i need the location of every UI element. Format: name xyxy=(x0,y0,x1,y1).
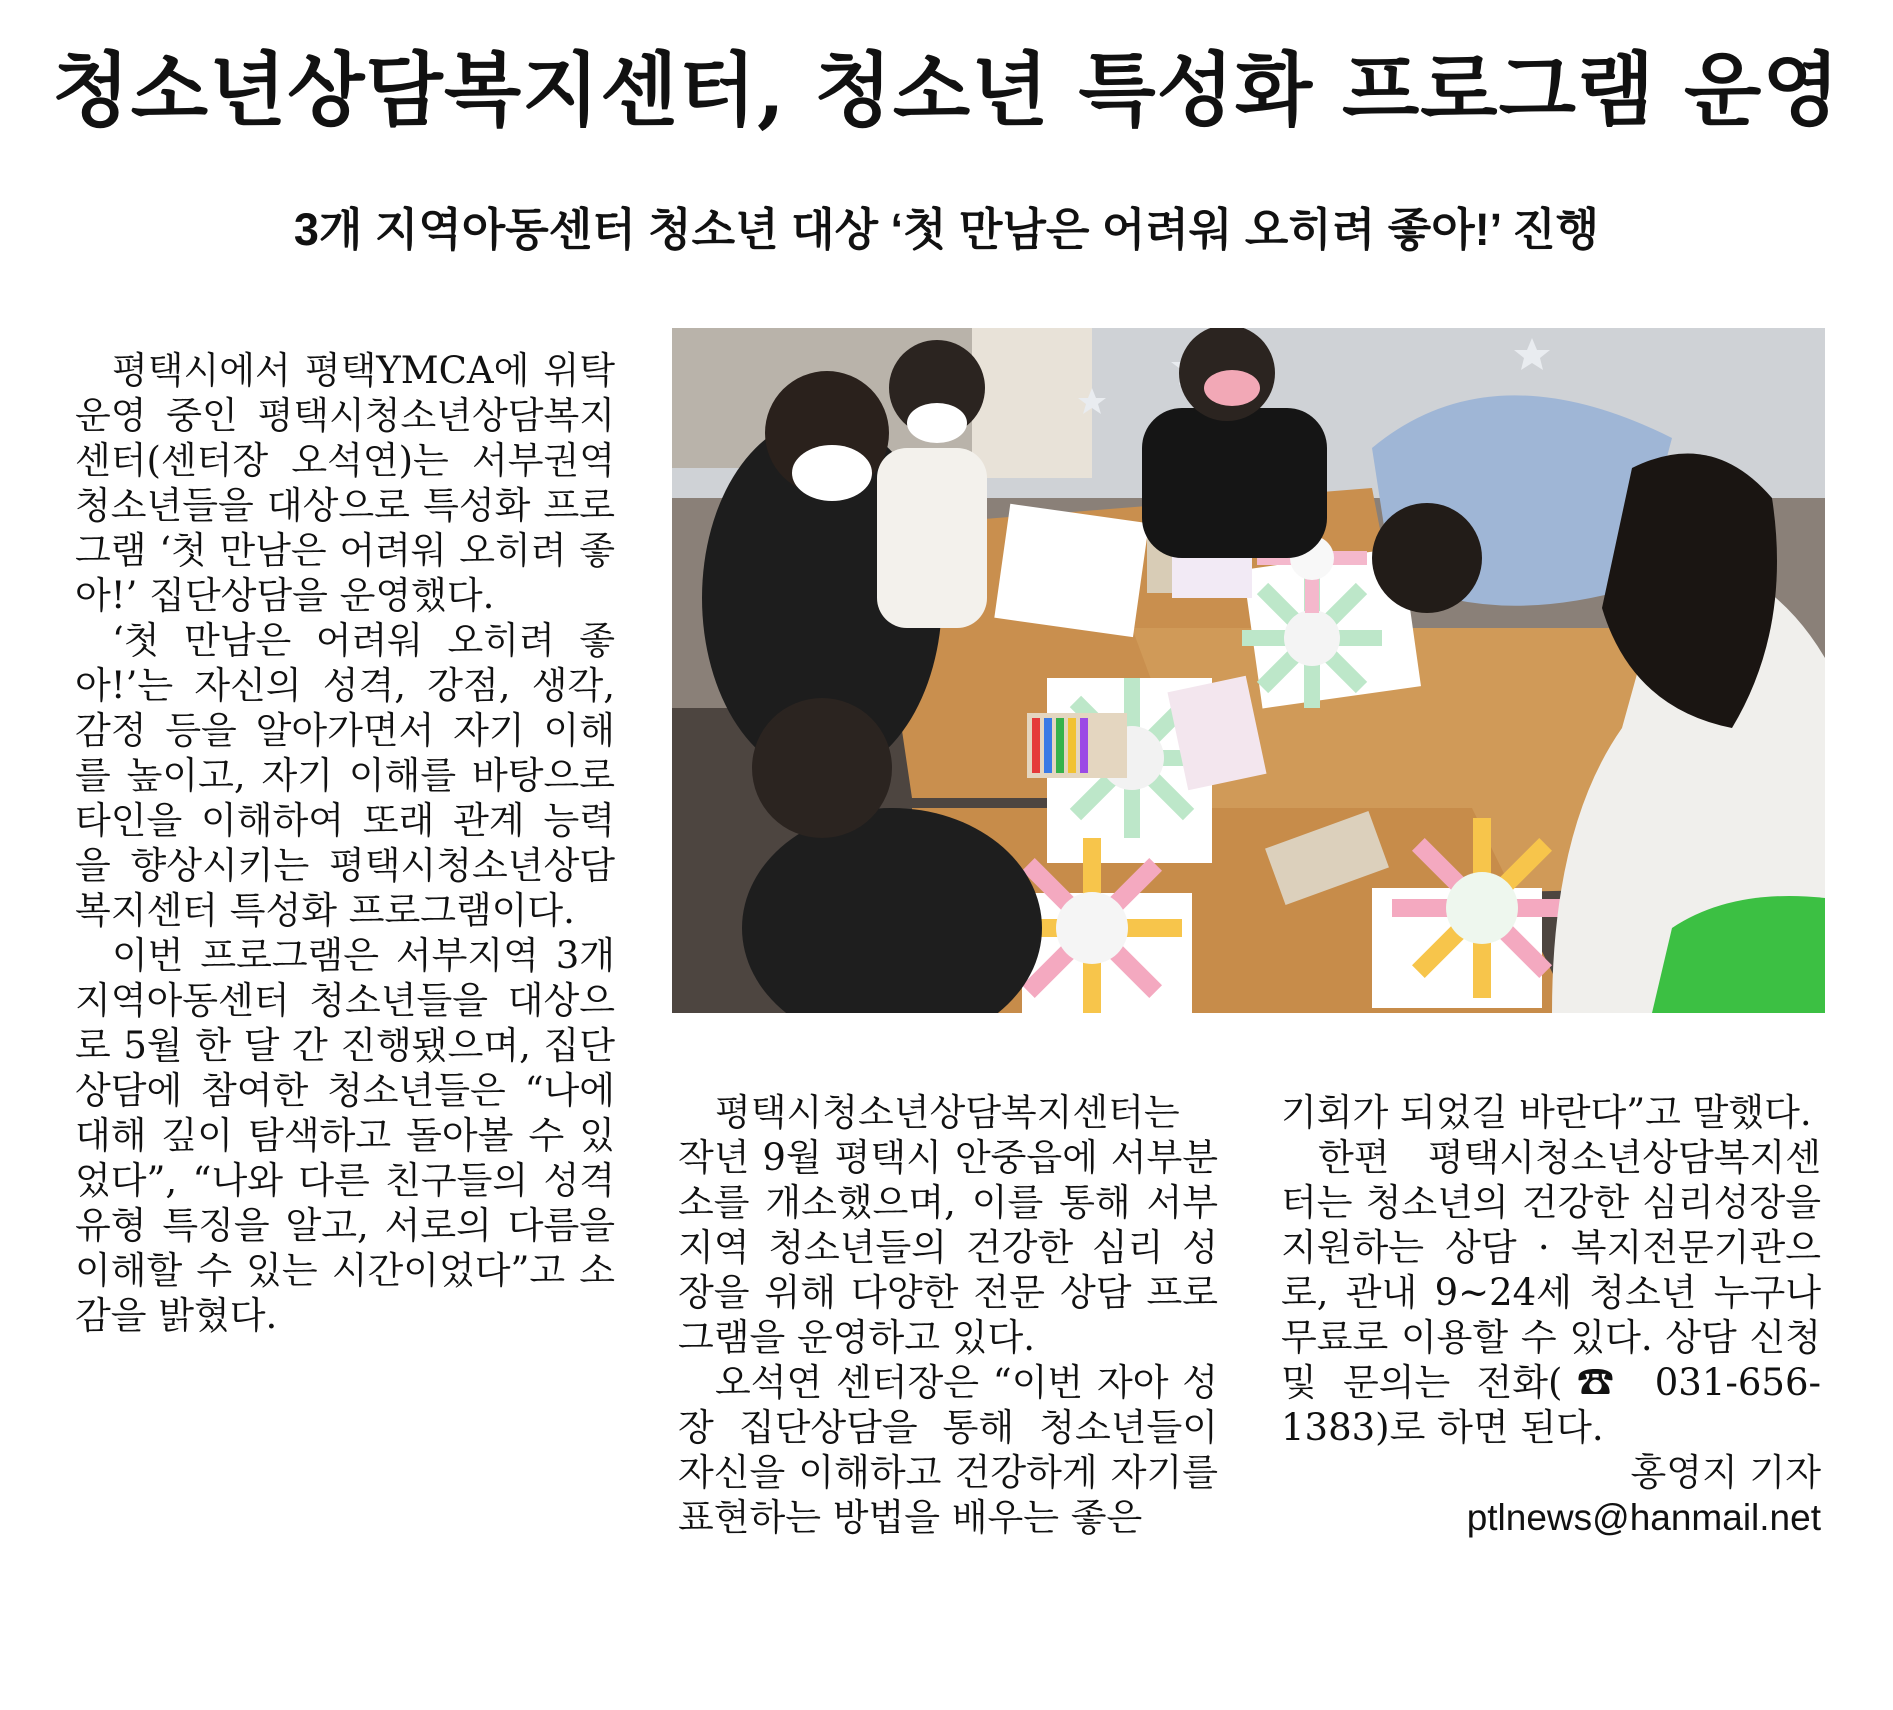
article-paragraph: ‘첫 만남은 어려워 오히려 좋아!’는 자신의 성격, 강점, 생각, 감정 등을 알아가면서 자기 이해를 높이고, 자기 이해를 바탕으로 타인을 이해하여 또래 관계 능력을 향상시키는 평택시청소년상담복지센터 특성화 프로그램이다. xyxy=(75,619,615,932)
article-paragraph-continued: 기회가 되었길 바란다”고 말했다. xyxy=(1281,1091,1812,1134)
article-paragraph: 오석연 센터장은 “이번 자아 성장 집단상담을 통해 청소년들이 자신을 이해하고 건강하게 자기를 표현하는 방법을 배우는 좋은 xyxy=(678,1361,1218,1539)
article-paragraph: 한편 평택시청소년상담복지센터는 청소년의 건강한 심리성장을 지원하는 상담 · 복지전문기관으로, 관내 9~24세 청소년 누구나 무료로 이용할 수 있다. 상담 신청 및 문의는 전화(☎ 031-656-1383)로 하면 된다. xyxy=(1281,1136,1821,1449)
article-column-1 xyxy=(75,348,615,1338)
article-paragraph: 평택시에서 평택YMCA에 위탁 운영 중인 평택시청소년상담복지센터(센터장 오석연)는 서부권역 청소년들을 대상으로 특성화 프로그램 ‘첫 만남은 어려워 오히려 좋아!’ 집단상담을 운영했다. xyxy=(75,349,615,617)
reporter-byline: 홍영지 기자 xyxy=(1630,1451,1821,1494)
article-photo xyxy=(672,328,1825,1013)
article-paragraph: 평택시청소년상담복지센터는 작년 9월 평택시 안중읍에 서부분소를 개소했으며, 이를 통해 서부 지역 청소년들의 건강한 심리 성장을 위해 다양한 전문 상담 프로그램을 운영하고 있다. xyxy=(678,1091,1218,1359)
photo-students-group-activity-icon xyxy=(672,328,1825,1013)
article-column-3 xyxy=(1281,1090,1821,1540)
reporter-email: ptlnews@hanmail.net xyxy=(1466,1497,1821,1538)
headline: 청소년상담복지센터, 청소년 특성화 프로그램 운영 xyxy=(52,43,1841,137)
article-column-2 xyxy=(678,1090,1218,1540)
article-paragraph: 이번 프로그램은 서부지역 3개 지역아동센터 청소년들을 대상으로 5월 한 달 간 진행됐으며, 집단상담에 참여한 청소년들은 “나에 대해 깊이 탐색하고 돌아볼 수 있었다”, “나와 다른 친구들의 성격 유형 특징을 알고, 서로의 다름을 이해할 수 있는 시간이었다”고 소감을 밝혔다. xyxy=(75,934,615,1337)
subheadline: 3개 지역아동센터 청소년 대상 ‘첫 만남은 어려워 오히려 좋아!’ 진행 xyxy=(293,204,1600,255)
